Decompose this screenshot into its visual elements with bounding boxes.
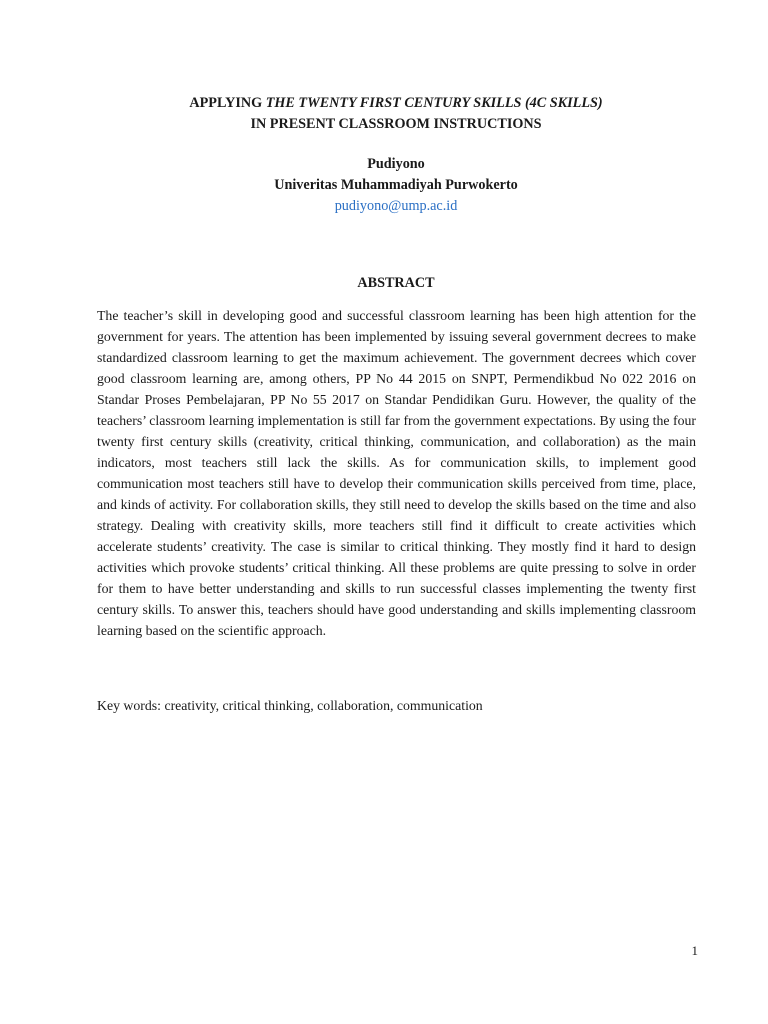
page-number: 1 bbox=[691, 943, 698, 958]
author-block bbox=[0, 154, 768, 217]
keywords-line: Key words: creativity, critical thinking, collaboration, communication bbox=[97, 698, 483, 713]
title-italic-part: THE TWENTY FIRST CENTURY SKILLS (4C SKILLS) bbox=[265, 95, 603, 111]
title-prefix: APPLYING bbox=[189, 95, 266, 111]
abstract-body bbox=[97, 305, 696, 641]
author-email-link[interactable]: pudiyono@ump.ac.id bbox=[334, 198, 458, 214]
title-line-2: IN PRESENT CLASSROOM INSTRUCTIONS bbox=[250, 116, 542, 132]
title-line-1 bbox=[0, 93, 768, 114]
paper-title bbox=[0, 93, 768, 135]
abstract-paragraph: The teacher’s skill in developing good and successful classroom learning has been high attention for the government for years. The attention has been implemented by issuing several government decrees to make standardized classroom learning to get the maximum achievement. The government decrees which cover good classroom learning are, among others, PP No 44 2015 on SNPT, Permendikbud No 022 2016 on Standar Proses Pembelajaran, PP No 55 2017 on Standar Pendidikan Guru. However, the quality of the teachers’ classroom learning implementation is still far from the government expectations. By using the four twenty first century skills (creativity, critical thinking, communication, and collaboration) as the main indicators, most teachers still lack the skills. As for communication skills, to implement good communication most teachers still have to develop their communication skills perceived from time, place, and kinds of activity. For collaboration skills, they still need to develop the skills based on the time and also strategy. Dealing with creativity skills, more teachers still find it difficult to create activities which accelerate students’ creativity. The case is similar to critical thinking. They mostly find it hard to design activities which provoke students’ critical thinking. All these problems are quite pressing to solve in order for them to have better understanding and skills to run successful classes implementing the twenty first century skills. To answer this, teachers should have good understanding and skills implementing classroom learning based on the scientific approach. bbox=[97, 308, 696, 638]
author-name: Pudiyono bbox=[367, 156, 425, 172]
abstract-heading: ABSTRACT bbox=[357, 275, 435, 291]
author-affiliation: Univeritas Muhammadiyah Purwokerto bbox=[274, 177, 518, 193]
